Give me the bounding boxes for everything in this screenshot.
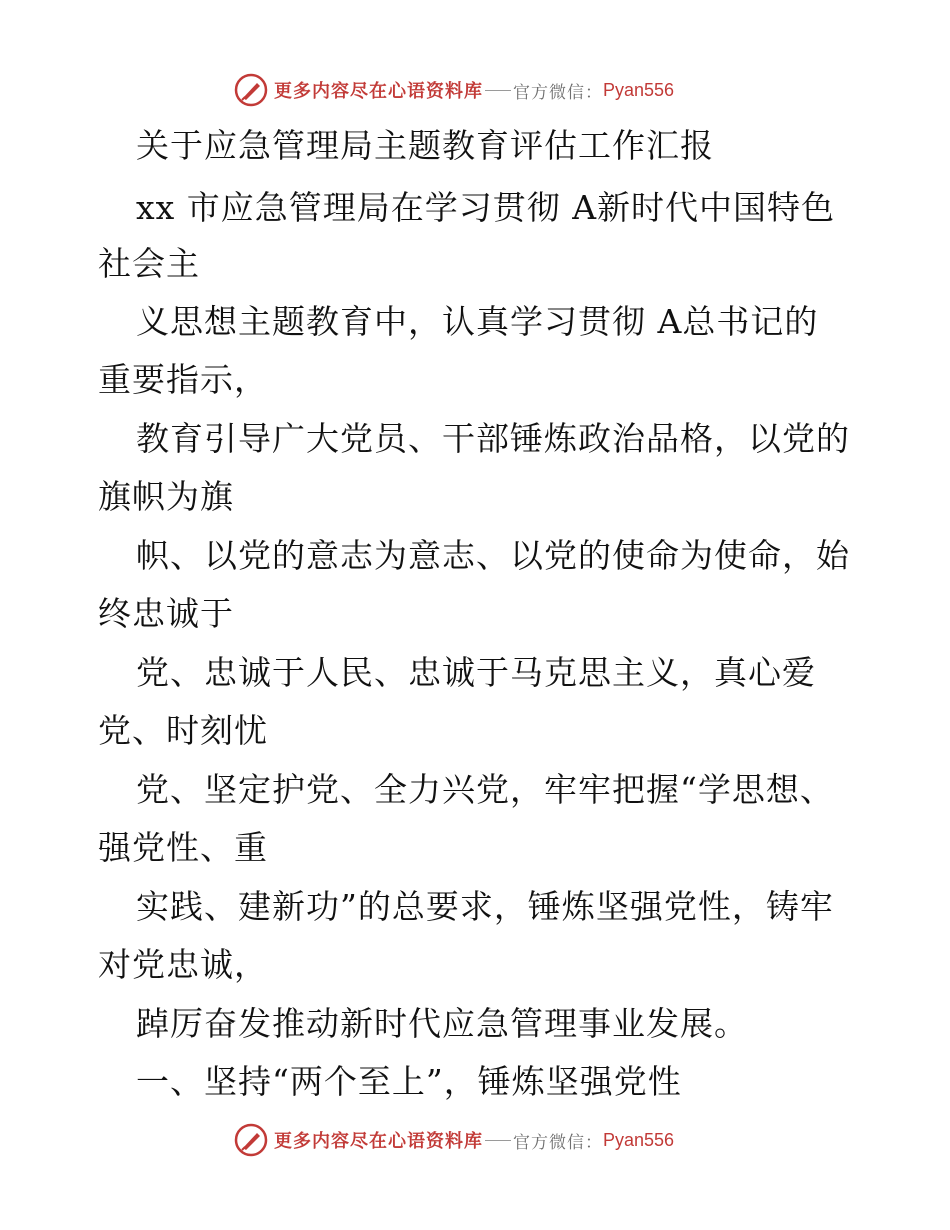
watermark-brand: 更多内容尽在心语资料库 bbox=[274, 1131, 483, 1152]
paragraph-line: 重要指示， bbox=[98, 360, 268, 399]
paragraph-line: 强党性、重 bbox=[98, 828, 268, 867]
watermark-wechat-id: Pyan556 bbox=[603, 1129, 675, 1150]
paragraph-line: 帜、以党的意志为意志、以党的使命为使命，始 bbox=[136, 536, 850, 575]
watermark-dash bbox=[485, 1140, 511, 1141]
paragraph-line: 终忠诚于 bbox=[98, 594, 234, 633]
paragraph-line: 旗帜为旗 bbox=[98, 477, 234, 516]
watermark-header bbox=[234, 72, 754, 108]
paragraph-line: 党、忠诚于人民、忠诚于马克思主义，真心爱 bbox=[136, 653, 816, 692]
watermark-wechat-id: Pyan556 bbox=[603, 79, 675, 100]
paragraph-line: 踔厉奋发推动新时代应急管理事业发展。 bbox=[136, 1004, 748, 1043]
paragraph-line: 党、时刻忧 bbox=[98, 711, 268, 750]
paragraph-line: 社会主 bbox=[98, 244, 200, 283]
paragraph-line: 义思想主题教育中，认真学习贯彻 A总书记的 bbox=[136, 302, 819, 341]
quill-logo-icon bbox=[234, 73, 268, 107]
watermark-wechat-label: 官方微信： bbox=[513, 1132, 603, 1153]
watermark-wechat-label: 官方微信： bbox=[513, 82, 603, 103]
watermark-brand: 更多内容尽在心语资料库 bbox=[274, 81, 483, 102]
watermark-dash bbox=[485, 90, 511, 91]
section-heading: 一、坚持“两个至上”，锤炼坚强党性 bbox=[136, 1062, 682, 1101]
document-title: 关于应急管理局主题教育评估工作汇报 bbox=[136, 126, 714, 165]
quill-logo-icon bbox=[234, 1123, 268, 1157]
paragraph-line: 教育引导广大党员、干部锤炼政治品格，以党的 bbox=[136, 419, 850, 458]
paragraph-line: xx 市应急管理局在学习贯彻 A新时代中国特色 bbox=[136, 188, 836, 227]
paragraph-line: 实践、建新功”的总要求，锤炼坚强党性，铸牢 bbox=[136, 887, 834, 926]
paragraph-line: 党、坚定护党、全力兴党，牢牢把握“学思想、 bbox=[136, 770, 834, 809]
paragraph-line: 对党忠诚， bbox=[98, 945, 268, 984]
watermark-footer bbox=[234, 1122, 754, 1158]
